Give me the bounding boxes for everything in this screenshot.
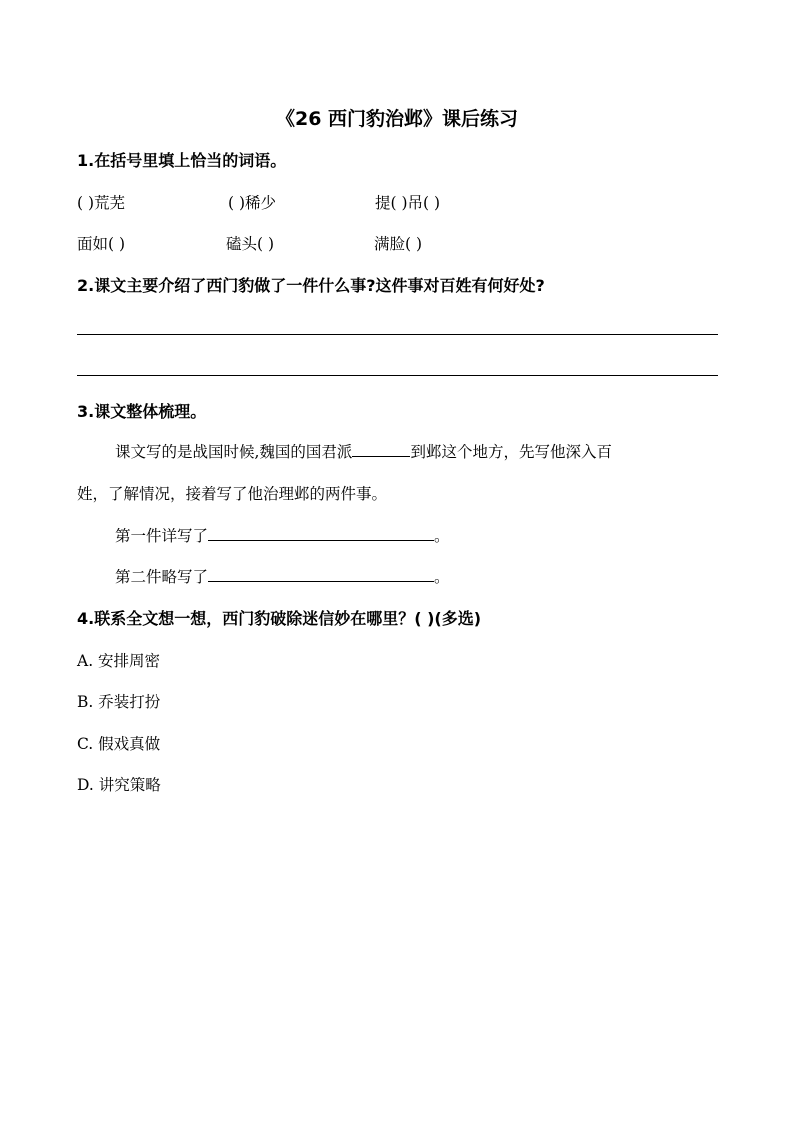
question-4-heading: 4.联系全文想一想，西门豹破除迷信妙在哪里？( )(多选): [77, 609, 482, 628]
question-2-heading: 2.课文主要介绍了西门豹做了一件什么事?这件事对百姓有何好处?: [77, 276, 545, 295]
page-title: 《26 西门豹治邺》课后练习: [275, 108, 519, 130]
q3-first-event: [115, 524, 450, 546]
q3-first-blank[interactable]: [208, 525, 434, 542]
q2-answer-line-2[interactable]: [77, 375, 718, 376]
q3-second-prefix: 第二件略写了: [115, 568, 209, 586]
q1-item-4: 面如( ): [77, 235, 126, 253]
q1-item-3: 提( )吊( ): [375, 194, 441, 212]
q3-blank-ruler[interactable]: [352, 441, 410, 458]
q2-answer-line-1[interactable]: [77, 334, 718, 335]
q3-second-blank[interactable]: [208, 566, 434, 583]
q3-second-end: 。: [434, 568, 450, 586]
q4-option-c[interactable]: C. 假戏真做: [77, 735, 161, 753]
question-3-heading: 3.课文整体梳理。: [77, 402, 207, 421]
q4-option-a[interactable]: A. 安排周密: [77, 652, 161, 670]
q1-item-6: 满脸( ): [374, 235, 423, 253]
q3-para-part2: 到邺这个地方，先写他深入百: [410, 443, 612, 461]
q3-second-event: [115, 565, 450, 587]
question-1-heading: 1.在括号里填上恰当的词语。: [77, 151, 287, 170]
q3-paragraph-line-2: 姓，了解情况，接着写了他治理邺的两件事。: [77, 485, 388, 503]
q1-item-5: 磕头( ): [226, 235, 275, 253]
q3-first-end: 。: [434, 527, 450, 545]
q1-item-1: ( )荒芜: [77, 194, 126, 212]
q3-para-part1: 课文写的是战国时候,魏国的国君派: [115, 443, 353, 461]
q4-option-b[interactable]: B. 乔装打扮: [77, 693, 161, 711]
q3-first-prefix: 第一件详写了: [115, 527, 209, 545]
q4-option-d[interactable]: D. 讲究策略: [77, 776, 161, 794]
q3-paragraph-line-1: [115, 440, 612, 462]
q1-item-2: ( )稀少: [228, 194, 277, 212]
